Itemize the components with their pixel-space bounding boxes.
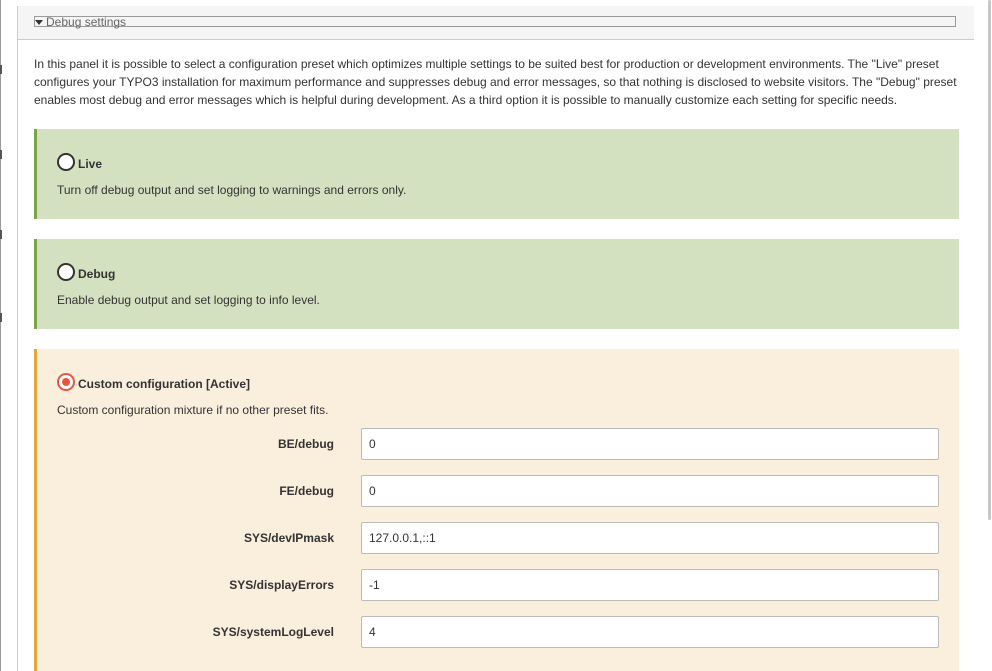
preset-live-description: Turn off debug output and set logging to warnings and errors only.: [57, 183, 407, 197]
preset-live-radio[interactable]: [57, 153, 75, 171]
preset-debug-description: Enable debug output and set logging to info level.: [57, 293, 320, 307]
sys-devipmask-input[interactable]: [361, 522, 939, 554]
preset-debug-radio[interactable]: [57, 263, 75, 281]
debug-settings-toggle[interactable]: [35, 16, 126, 29]
left-frame-marker: [0, 65, 2, 74]
field-row-fe-debug: [37, 475, 962, 507]
sys-displayerrors-label: SYS/displayErrors: [229, 578, 334, 592]
left-frame-marker: [0, 150, 2, 159]
preset-custom-title: [57, 373, 250, 391]
field-row-be-debug: [37, 428, 962, 460]
left-frame-border: [0, 0, 1, 671]
sys-systemloglevel-label: SYS/systemLogLevel: [212, 625, 334, 639]
left-frame-marker: [0, 313, 2, 322]
preset-live: [34, 129, 959, 219]
debug-settings-label: Debug settings: [46, 15, 127, 29]
debug-settings-panel: [17, 6, 974, 671]
preset-live-label: Live: [78, 157, 103, 171]
sys-systemloglevel-input[interactable]: [361, 616, 939, 648]
preset-debug-title: [57, 263, 115, 281]
panel-header-frame: [34, 16, 956, 27]
preset-custom-description: Custom configuration mixture if no other preset fits.: [57, 403, 329, 417]
vertical-scrollbar[interactable]: [988, 0, 991, 520]
be-debug-input[interactable]: [361, 428, 939, 460]
sys-displayerrors-input[interactable]: [361, 569, 939, 601]
field-row-sys-systemloglevel: [37, 616, 962, 648]
field-row-sys-devipmask: [37, 522, 962, 554]
fe-debug-input[interactable]: [361, 475, 939, 507]
intro-text: In this panel it is possible to select a configuration preset which optimizes multiple settings to be suited best for production or development environments. The "Live" preset configures your TYPO3 installation for maximum performance and suppresses debug and error messages, so that nothing is disclosed to website visitors. The "Debug" preset enables most debug and error messages which is helpful during development. As a third option it is possible to manually customize each setting for specific needs.: [34, 57, 957, 107]
preset-custom-label: Custom configuration [Active]: [78, 377, 251, 391]
preset-live-title: [57, 153, 102, 171]
preset-custom: [34, 349, 959, 671]
field-row-sys-displayerrors: [37, 569, 962, 601]
left-frame-marker: [0, 230, 2, 239]
preset-custom-radio[interactable]: [57, 373, 75, 391]
sys-devipmask-label: SYS/devIPmask: [243, 531, 334, 545]
preset-debug-label: Debug: [78, 267, 116, 281]
preset-debug: [34, 239, 959, 329]
caret-down-icon: [35, 20, 43, 25]
be-debug-label: BE/debug: [278, 437, 334, 451]
panel-header: [18, 6, 974, 40]
fe-debug-label: FE/debug: [279, 484, 334, 498]
